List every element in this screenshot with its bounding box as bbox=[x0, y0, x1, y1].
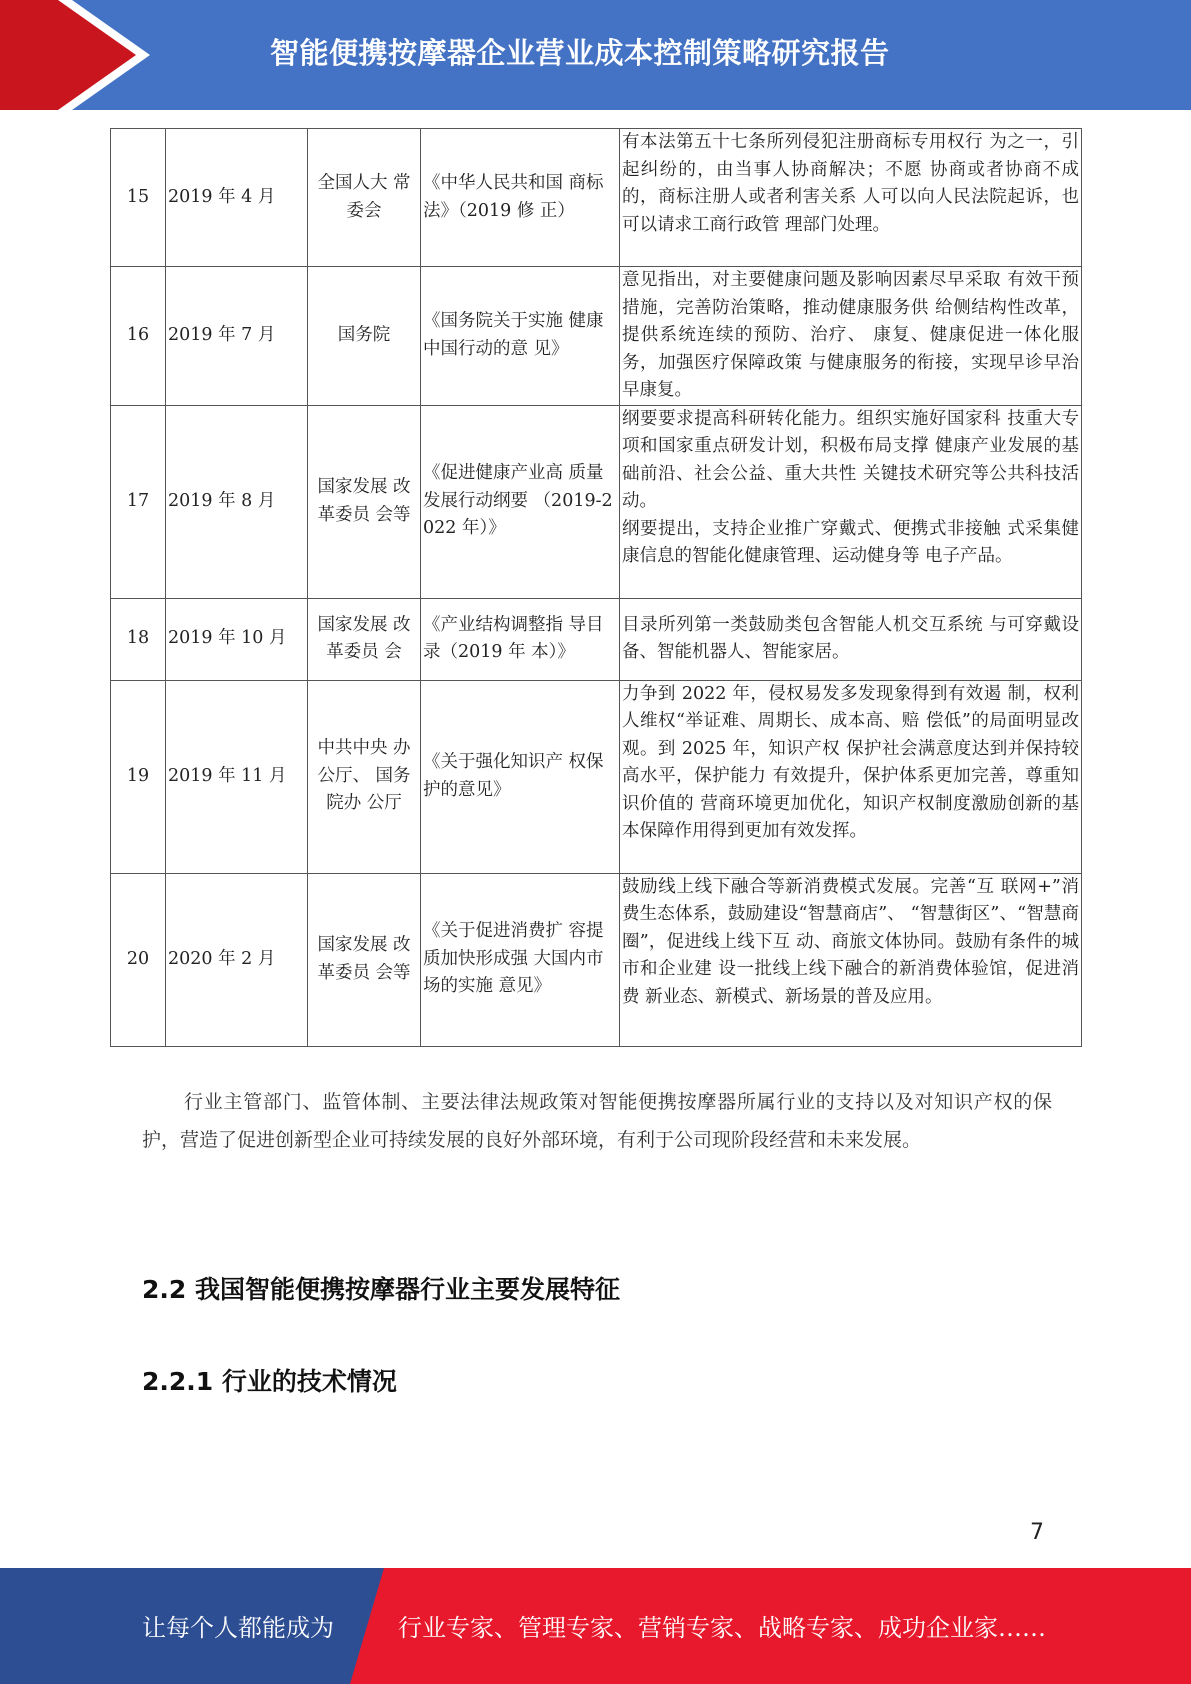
row-issuer: 中共中央 办公厅、 国务院办 公厅 bbox=[308, 680, 421, 873]
row-document: 《关于促进消费扩 容提质加快形成强 大国内市场的实施 意见》 bbox=[421, 873, 620, 1046]
row-content: 力争到 2022 年，侵权易发多发现象得到有效遏 制，权利人维权“举证难、周期长、成本高、赔 偿低”的局面明显改观。到 2025 年，知识产权 保护社会满意度达到并保持较高水平，保护能力 有效提升，保护体系更加完善，尊重知识价值的 营商环境更加优化，知识产权制度激励创新的基 本保障作用得到更加有效发挥。 bbox=[620, 680, 1082, 873]
row-content: 鼓励线上线下融合等新消费模式发展。完善“互 联网+”消费生态体系，鼓励建设“智慧商店”、 “智慧街区”、“智慧商圈”，促进线上线下互 动、商旅文体协同。鼓励有条件的城市和企业建 设一批线上线下融合的新消费体验馆，促进消费 新业态、新模式、新场景的普及应用。 bbox=[620, 873, 1082, 1046]
row-number: 16 bbox=[111, 267, 166, 406]
footer-slogan-left: 让每个人都能成为 bbox=[142, 1614, 334, 1642]
row-content-paragraph: 纲要提出，支持企业推广穿戴式、便携式非接触 式采集健康信息的智能化健康管理、运动健身等 电子产品。 bbox=[622, 518, 1079, 566]
row-number: 19 bbox=[111, 680, 166, 873]
row-issuer: 国家发展 改革委员 会等 bbox=[308, 873, 421, 1046]
row-number: 18 bbox=[111, 598, 166, 680]
row-content: 目录所列第一类鼓励类包含智能人机交互系统 与可穿戴设备、智能机器人、智能家居。 bbox=[620, 598, 1082, 680]
row-content: 有本法第五十七条所列侵犯注册商标专用权行 为之一，引起纠纷的，由当事人协商解决；不愿 协商或者协商不成的，商标注册人或者利害关系 人可以向人民法院起诉，也可以请求工商行政管 理部门处理。 bbox=[620, 129, 1082, 267]
footer-slogan-right: 行业专家、管理专家、营销专家、战略专家、成功企业家…… bbox=[398, 1614, 1046, 1642]
row-date: 2019 年 10 月 bbox=[166, 598, 308, 680]
table-row bbox=[111, 129, 1082, 267]
body-paragraph: 行业主管部门、监管体制、主要法律法规政策对智能便携按摩器所属行业的支持以及对知识产权的保护，营造了促进创新型企业可持续发展的良好外部环境，有利于公司现阶段经营和未来发展。 bbox=[142, 1091, 1052, 1151]
row-issuer: 国家发展 改革委员 会等 bbox=[308, 405, 421, 598]
table-row bbox=[111, 598, 1082, 680]
row-issuer: 国务院 bbox=[308, 267, 421, 406]
subsection-heading: 2.2.1 行业的技术情况 bbox=[142, 1367, 397, 1396]
page-number: 7 bbox=[1030, 1520, 1044, 1545]
row-date: 2019 年 11 月 bbox=[166, 680, 308, 873]
row-content bbox=[620, 405, 1082, 598]
table-row bbox=[111, 267, 1082, 406]
row-issuer: 国家发展 改革委员 会 bbox=[308, 598, 421, 680]
row-content: 意见指出，对主要健康问题及影响因素尽早采取 有效干预措施，完善防治策略，推动健康服务供 给侧结构性改革，提供系统连续的预防、治疗、 康复、健康促进一体化服务，加强医疗保障政策 与健康服务的衔接，实现早诊早治早康复。 bbox=[620, 267, 1082, 406]
row-document: 《产业结构调整指 导目录（2019 年 本）》 bbox=[421, 598, 620, 680]
row-content-paragraph: 纲要要求提高科研转化能力。组织实施好国家科 技重大专项和国家重点研发计划，积极布局支撑 健康产业发展的基础前沿、社会公益、重大共性 关键技术研究等公共科技活动。 bbox=[622, 408, 1079, 511]
row-document: 《关于强化知识产 权保护的意见》 bbox=[421, 680, 620, 873]
policy-table bbox=[110, 128, 1082, 1047]
row-document: 《促进健康产业高 质量发展行动纲要 （2019-2022 年）》 bbox=[421, 405, 620, 598]
table-row bbox=[111, 873, 1082, 1046]
row-number: 15 bbox=[111, 129, 166, 267]
row-date: 2020 年 2 月 bbox=[166, 873, 308, 1046]
row-date: 2019 年 8 月 bbox=[166, 405, 308, 598]
row-document: 《国务院关于实施 健康中国行动的意 见》 bbox=[421, 267, 620, 406]
footer-band bbox=[0, 1568, 1191, 1684]
row-number: 20 bbox=[111, 873, 166, 1046]
row-date: 2019 年 4 月 bbox=[166, 129, 308, 267]
section-heading: 2.2 我国智能便携按摩器行业主要发展特征 bbox=[142, 1275, 620, 1304]
report-title: 智能便携按摩器企业营业成本控制策略研究报告 bbox=[270, 36, 890, 70]
row-number: 17 bbox=[111, 405, 166, 598]
table-row bbox=[111, 680, 1082, 873]
row-issuer: 全国人大 常委会 bbox=[308, 129, 421, 267]
table-row bbox=[111, 405, 1082, 598]
row-date: 2019 年 7 月 bbox=[166, 267, 308, 406]
row-document: 《中华人民共和国 商标法》（2019 修 正） bbox=[421, 129, 620, 267]
header-band bbox=[0, 0, 1191, 110]
